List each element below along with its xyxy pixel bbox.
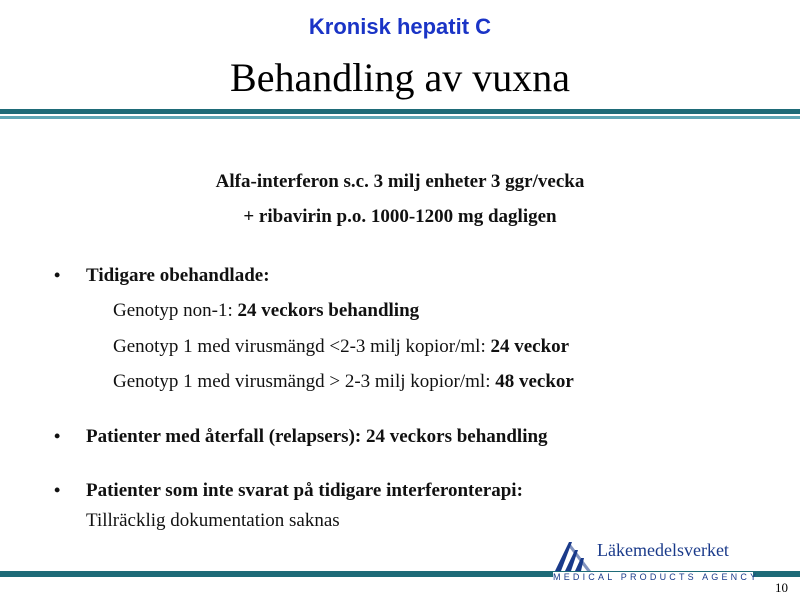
bullet-relapsers: Patienter med återfall (relapsers): 24 veckors behandling — [86, 426, 548, 447]
page-number: 10 — [775, 580, 788, 595]
sub-item-duration: 24 veckor — [490, 336, 570, 357]
sub-item-text: Genotyp 1 med virusmängd <2-3 milj kopior/ml: — [113, 336, 491, 357]
bullet-nonresponders: Patienter som inte svarat på tidigare interferonterapi: — [86, 480, 523, 501]
agency-name: Läkemedelsverket — [597, 540, 729, 560]
agency-tagline: MEDICAL PRODUCTS AGENCY — [553, 572, 760, 582]
header-divider-thin — [0, 116, 800, 119]
sub-item-genotype1-low — [113, 336, 569, 358]
header-divider — [0, 109, 800, 114]
agency-logo — [553, 538, 760, 590]
sub-item-genotype-non1 — [113, 300, 419, 322]
sub-item-text: Genotyp 1 med virusmängd > 2-3 milj kopior/ml: — [113, 371, 496, 392]
bullet-marker: • — [54, 265, 61, 285]
slide-subtitle: Kronisk hepatit C — [308, 14, 492, 39]
sub-item-text: Genotyp non-1: — [113, 300, 238, 321]
bullet-marker: • — [54, 426, 61, 446]
bullet-marker: • — [54, 480, 61, 500]
therapy-line-1: Alfa-interferon s.c. 3 milj enheter 3 ggr/vecka — [215, 171, 585, 192]
sub-item-duration: 48 veckor — [495, 371, 574, 392]
bullet-untreated-label: Tidigare obehandlade: — [86, 265, 270, 286]
slide-title: Behandling av vuxna — [230, 55, 570, 100]
bullet-nonresponders-note: Tillräcklig dokumentation saknas — [86, 510, 340, 531]
therapy-line-2: + ribavirin p.o. 1000-1200 mg dagligen — [243, 206, 557, 227]
sub-item-duration: 24 veckors behandling — [237, 300, 420, 321]
sub-item-genotype1-high — [113, 371, 574, 393]
agency-emblem-icon — [553, 538, 593, 572]
